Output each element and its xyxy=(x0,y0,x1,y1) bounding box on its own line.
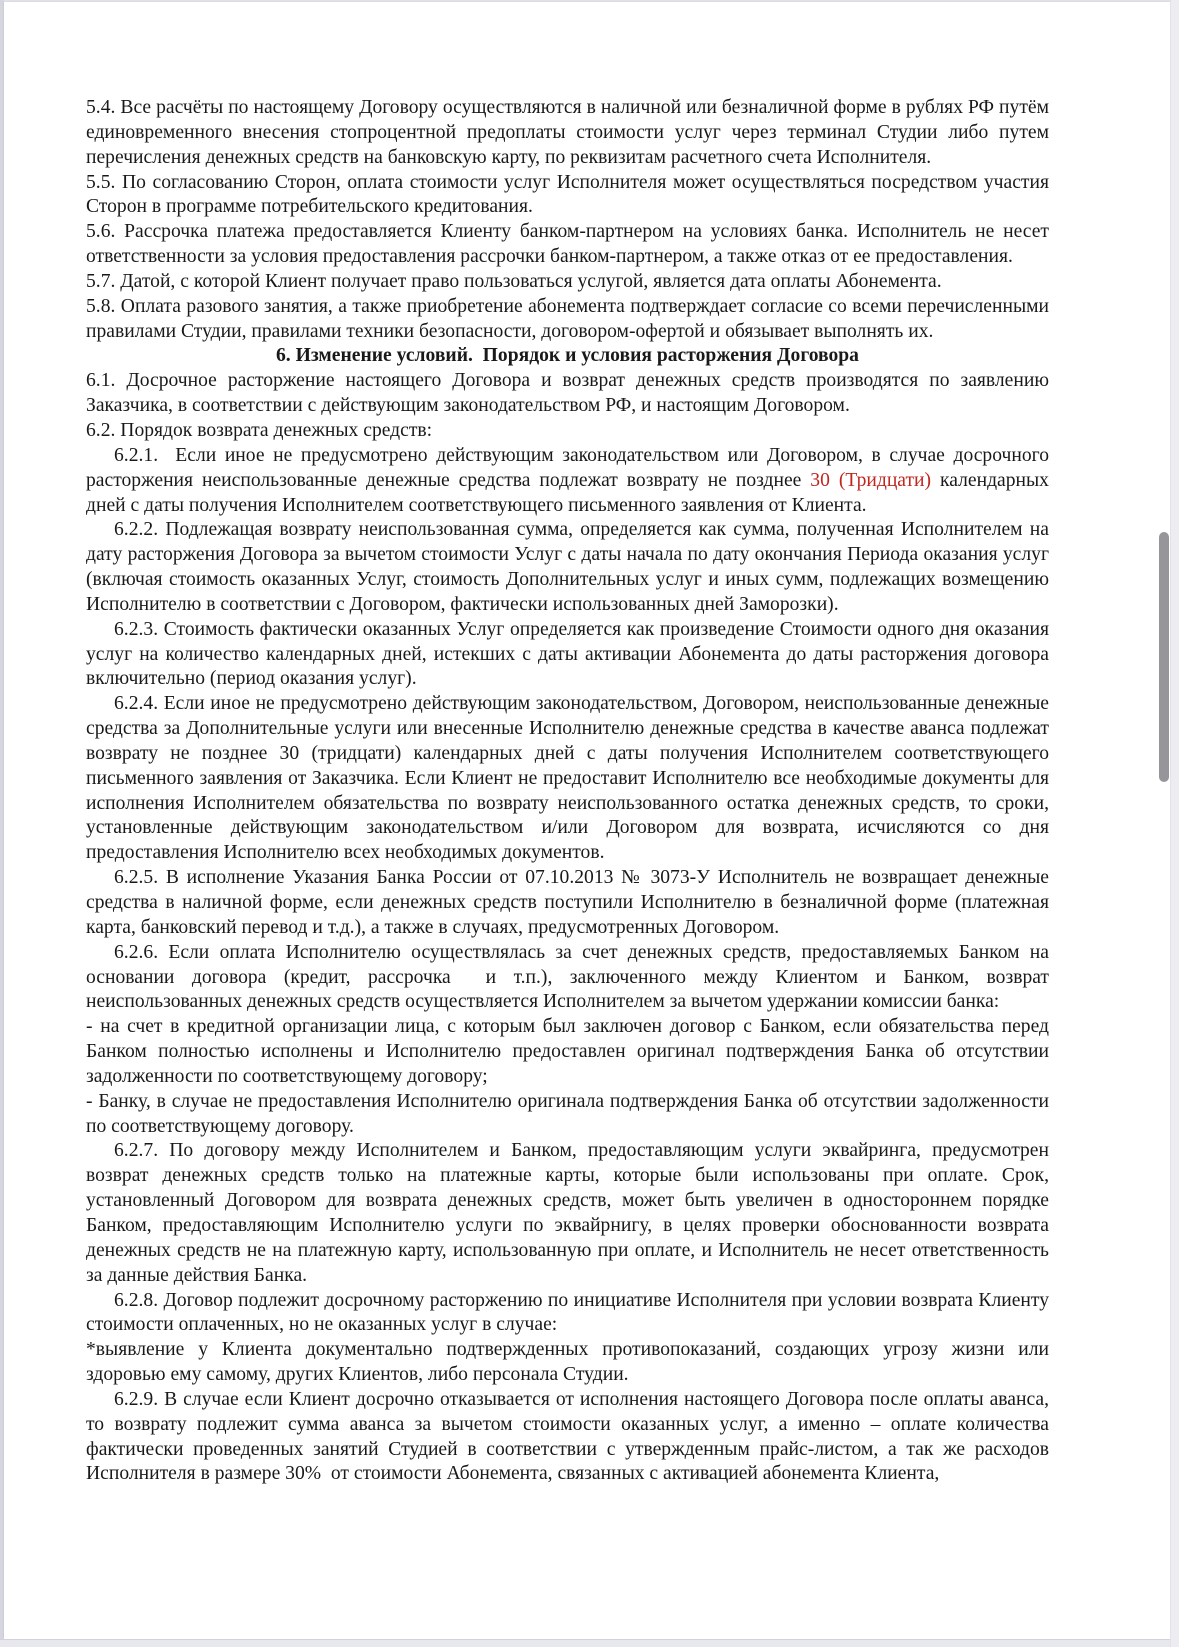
clause-5-8 xyxy=(86,295,1049,345)
text-segment: 6. Изменение условий. Порядок и условия расторжения Договора xyxy=(276,345,859,367)
clause-6-2-5 xyxy=(86,866,1049,941)
clause-6-2 xyxy=(86,419,1049,444)
text-segment: 6.2.7. По договору между Исполнителем и Банком, предоставляющим услуги эквайринга, предусмотрен возврат денежных средств только на платежные карты, которые были использованы при оплате. Срок, установленный Договором для возврата денежных средств, может быть увеличен в одностороннем порядке Банком, предоставляющим Исполнителю услуги по эквайрнигу, в целях проверки обоснованности возврата денежных средств не на платежную карту, использованную при оплате, и Исполнитель не несет ответственность за данные действия Банка. xyxy=(86,1140,1049,1286)
red-highlight-text: 30 (Тридцати) xyxy=(810,469,932,491)
clause-6-2-1 xyxy=(86,444,1049,519)
contract-text xyxy=(86,96,1049,1487)
text-segment: 5.7. Датой, с которой Клиент получает право пользоваться услугой, является дата оплаты Абонемента. xyxy=(86,270,942,292)
text-segment: 6.2.6. Если оплата Исполнителю осуществлялась за счет денежных средств, предоставляемых Банком на основании договора (кредит, рассрочка и т.п.), заключенного между Клиентом и Банком, возврат неиспользованных денежных средств осуществляется Исполнителем за вычетом удержании комиссии банка: xyxy=(86,941,1049,1013)
scrollbar-track[interactable] xyxy=(1170,0,1179,1647)
text-segment: 6.2.9. В случае если Клиент досрочно отказывается от исполнения настоящего Договора после оплаты аванса, то возврату подлежит сумма аванса за вычетом стоимости оказанных услуг, а именно – оплате количества фактически проведенных занятий Студией в соответствии с утвержденным прайс-листом, а так же расходов Исполнителя в размере 30% от стоимости Абонемента, связанных с активацией абонемента Клиента, xyxy=(86,1388,1049,1485)
text-segment: - Банку, в случае не предоставления Исполнителю оригинала подтверждения Банка об отсутствии задолженности по соответствующему договору. xyxy=(86,1090,1049,1137)
text-segment: 6.2.2. Подлежащая возврату неиспользованная сумма, определяется как сумма, полученная Исполнителем на дату расторжения Договора за вычетом стоимости Услуг с даты начала по дату окончания Периода оказания услуг (включая стоимость оказанных Услуг, стоимость Дополнительных услуг и иных сумм, подлежащих возмещению Исполнителю в соответствии с Договором, фактически использованных дней Заморозки). xyxy=(86,519,1049,615)
text-segment: 6.2.4. Если иное не предусмотрено действующим законодательством, Договором, неиспользованные денежные средства за Дополнительные услуги или внесенные Исполнителю денежные средства в качестве аванса подлежат возврату не позднее 30 (тридцати) календарных дней с даты получения Исполнителем соответствующего письменного заявления от Заказчика. Если Клиент не предоставит Исполнителю все необходимые документы для исполнения Исполнителем обязательства по возврату неиспользованного остатка денежных средств, то сроки, установленные действующим законодательством и/или Договором для возврата, исчисляются со дня предоставления Исполнителю всех необходимых документов. xyxy=(86,693,1049,864)
clause-5-4 xyxy=(86,96,1049,171)
text-segment: 5.6. Рассрочка платежа предоставляется Клиенту банком-партнером на условиях банка. Исполнитель не несет ответственности за условия предоставления рассрочки банком-партнером, а также отказ от ее предоставления. xyxy=(86,221,1049,268)
clause-6-2-9 xyxy=(86,1388,1049,1487)
text-segment: 5.4. Все расчёты по настоящему Договору осуществляются в наличной или безналичной форме в рублях РФ путём единовременного внесения стопроцентной предоплаты стоимости услуг через терминал Студии либо путем перечисления денежных средств на банковскую карту, по реквизитам расчетного счета Исполнителя. xyxy=(86,97,1049,168)
text-segment: календарных дней с даты получения Исполнителем соответствующего письменного заявления от Клиента. xyxy=(86,469,1049,516)
text-segment: 6.2.5. В исполнение Указания Банка России от 07.10.2013 № 3073-У Исполнитель не возвращает денежные средства в наличной форме, если денежных средств поступили Исполнителю в безналичной форме (платежная карта, банковский перевод и т.д.), а также в случаях, предусмотренных Договором. xyxy=(86,867,1049,938)
clause-5-5 xyxy=(86,171,1049,221)
text-segment: 6.2. Порядок возврата денежных средств: xyxy=(86,419,433,441)
text-segment: *выявление у Клиента документально подтвержденных противопоказаний, создающих угрозу жизни или здоровью ему самому, других Клиентов, либо персонала Студии. xyxy=(86,1339,1049,1386)
document-page xyxy=(4,2,1171,1639)
clause-6-2-7 xyxy=(86,1139,1049,1288)
text-segment: 6.2.8. Договор подлежит досрочному расторжению по инициативе Исполнителя при условии возврата Клиенту стоимости оплаченных, но не оказанных услуг в случае: xyxy=(86,1289,1049,1336)
clause-5-6 xyxy=(86,220,1049,270)
text-segment: 6.1. Досрочное расторжение настоящего Договора и возврат денежных средств производятся по заявлению Заказчика, в соответствии с действующим законодательством РФ, и настоящим Договором. xyxy=(86,370,1049,417)
clause-6-2-6-item-2 xyxy=(86,1090,1049,1140)
text-segment: 6.2.1. Если иное не предусмотрено действующим законодательством или Договором, в случае досрочного расторжения неиспользованные денежные средства подлежат возврату не позднее xyxy=(86,444,1049,491)
text-segment: 5.5. По согласованию Сторон, оплата стоимости услуг Исполнителя может осуществляться посредством участия Сторон в программе потребительского кредитования. xyxy=(86,171,1049,218)
clause-6-2-8 xyxy=(86,1289,1049,1339)
clause-5-7 xyxy=(86,270,1049,295)
clause-6-1 xyxy=(86,369,1049,419)
section-6-heading xyxy=(86,344,1049,369)
text-segment: 5.8. Оплата разового занятия, а также приобретение абонемента подтверждает согласие со всеми перечисленными правилами Студии, правилами техники безопасности, договором-офертой и обязывает выполнять их. xyxy=(86,295,1049,342)
clause-6-2-4 xyxy=(86,692,1049,866)
clause-6-2-8-item xyxy=(86,1338,1049,1388)
scrollbar-thumb[interactable] xyxy=(1159,532,1169,782)
clause-6-2-6-item-1 xyxy=(86,1015,1049,1090)
clause-6-2-3 xyxy=(86,618,1049,693)
text-segment: - на счет в кредитной организации лица, с которым был заключен договор с Банком, если обязательства перед Банком полностью исполнены и Исполнителю предоставлен оригинал подтверждения Банка об отсутствии задолженности по соответствующему договору; xyxy=(86,1016,1049,1087)
clause-6-2-2 xyxy=(86,518,1049,617)
page-bottom-edge xyxy=(0,1639,1179,1647)
text-segment: 6.2.3. Стоимость фактически оказанных Услуг определяется как произведение Стоимости одного дня оказания услуг на количество календарных дней, истекших с даты активации Абонемента до даты расторжения договора включительно (период оказания услуг). xyxy=(86,618,1049,690)
clause-6-2-6 xyxy=(86,941,1049,1016)
